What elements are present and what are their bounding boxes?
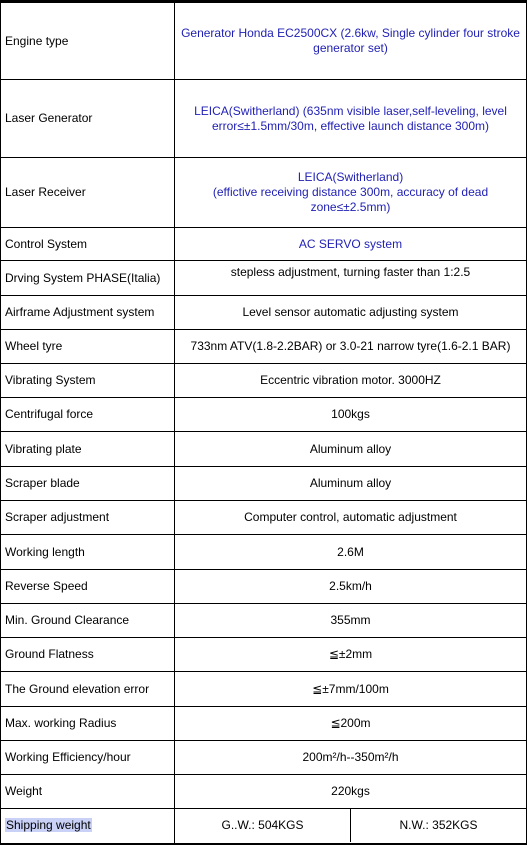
table-row — [1, 228, 527, 261]
net-weight: N.W.: 352KGS — [350, 809, 526, 842]
gross-weight: G..W.: 504KGS — [221, 818, 304, 833]
row-label: Scraper blade — [1, 467, 175, 501]
row-label: Engine type — [1, 2, 175, 80]
row-label: Vibrating System — [1, 364, 175, 398]
row-value: 2.6M — [175, 535, 527, 570]
row-value: 355mm — [175, 604, 527, 638]
table-row — [1, 672, 527, 707]
table-row — [1, 604, 527, 638]
row-value: 220kgs — [175, 775, 527, 809]
row-label: Drving System PHASE(Italia) — [1, 261, 175, 296]
table-row — [1, 570, 527, 604]
row-label: Working Efficiency/hour — [1, 741, 175, 775]
row-value: Aluminum alloy — [175, 467, 527, 501]
row-value: Computer control, automatic adjustment — [175, 501, 527, 535]
table-row — [1, 80, 527, 158]
table-row — [1, 741, 527, 775]
row-value: ≦200m — [175, 707, 527, 741]
row-label: Laser Receiver — [1, 158, 175, 228]
table-row — [1, 432, 527, 467]
table-row — [1, 638, 527, 672]
row-value: 2.5km/h — [175, 570, 527, 604]
row-label: Laser Generator — [1, 80, 175, 158]
highlighted-text: Shipping weight — [6, 818, 91, 833]
row-label: Weight — [1, 775, 175, 809]
row-label: Reverse Speed — [1, 570, 175, 604]
row-label: Airframe Adjustment system — [1, 296, 175, 330]
table-row — [1, 330, 527, 364]
row-label: Control System — [1, 228, 175, 261]
table-row — [1, 261, 527, 296]
row-value: Level sensor automatic adjusting system — [175, 296, 527, 330]
row-label: Min. Ground Clearance — [1, 604, 175, 638]
row-value: Eccentric vibration motor. 3000HZ — [175, 364, 527, 398]
table-row — [1, 158, 527, 228]
row-label: Ground Flatness — [1, 638, 175, 672]
table-row — [1, 2, 527, 80]
shipping-weight-values — [175, 809, 527, 844]
row-label: Vibrating plate — [1, 432, 175, 467]
table-row — [1, 707, 527, 741]
row-value: Generator Honda EC2500CX (2.6kw, Single cylinder four stroke generator set) — [175, 2, 527, 80]
row-value: 100kgs — [175, 398, 527, 432]
row-value: ≦±2mm — [175, 638, 527, 672]
table-row — [1, 398, 527, 432]
row-label: Scraper adjustment — [1, 501, 175, 535]
row-value: 733nm ATV(1.8-2.2BAR) or 3.0-21 narrow tyre(1.6-2.1 BAR) — [175, 330, 527, 364]
row-label: Wheel tyre — [1, 330, 175, 364]
row-value: stepless adjustment, turning faster than 1:2.5 — [175, 261, 527, 296]
row-label: Working length — [1, 535, 175, 570]
table-row — [1, 535, 527, 570]
row-value: AC SERVO system — [175, 228, 527, 261]
row-label: Max. working Radius — [1, 707, 175, 741]
table-row — [1, 364, 527, 398]
row-value: 200m²/h--350m²/h — [175, 741, 527, 775]
row-label: The Ground elevation error — [1, 672, 175, 707]
table-row — [1, 501, 527, 535]
row-value: ≦±7mm/100m — [175, 672, 527, 707]
row-value: LEICA(Switherland) (635nm visible laser,self-leveling, level error≤±1.5mm/30m, effective launch distance 300m) — [175, 80, 527, 158]
shipping-weight-row — [1, 809, 527, 844]
table-row — [1, 467, 527, 501]
row-value: Aluminum alloy — [175, 432, 527, 467]
table-row — [1, 775, 527, 809]
row-label: Centrifugal force — [1, 398, 175, 432]
shipping-weight-label — [1, 809, 175, 844]
row-value: LEICA(Switherland) (effictive receiving distance 300m, accuracy of dead zone≤±2.5mm) — [175, 158, 527, 228]
table-row — [1, 296, 527, 330]
